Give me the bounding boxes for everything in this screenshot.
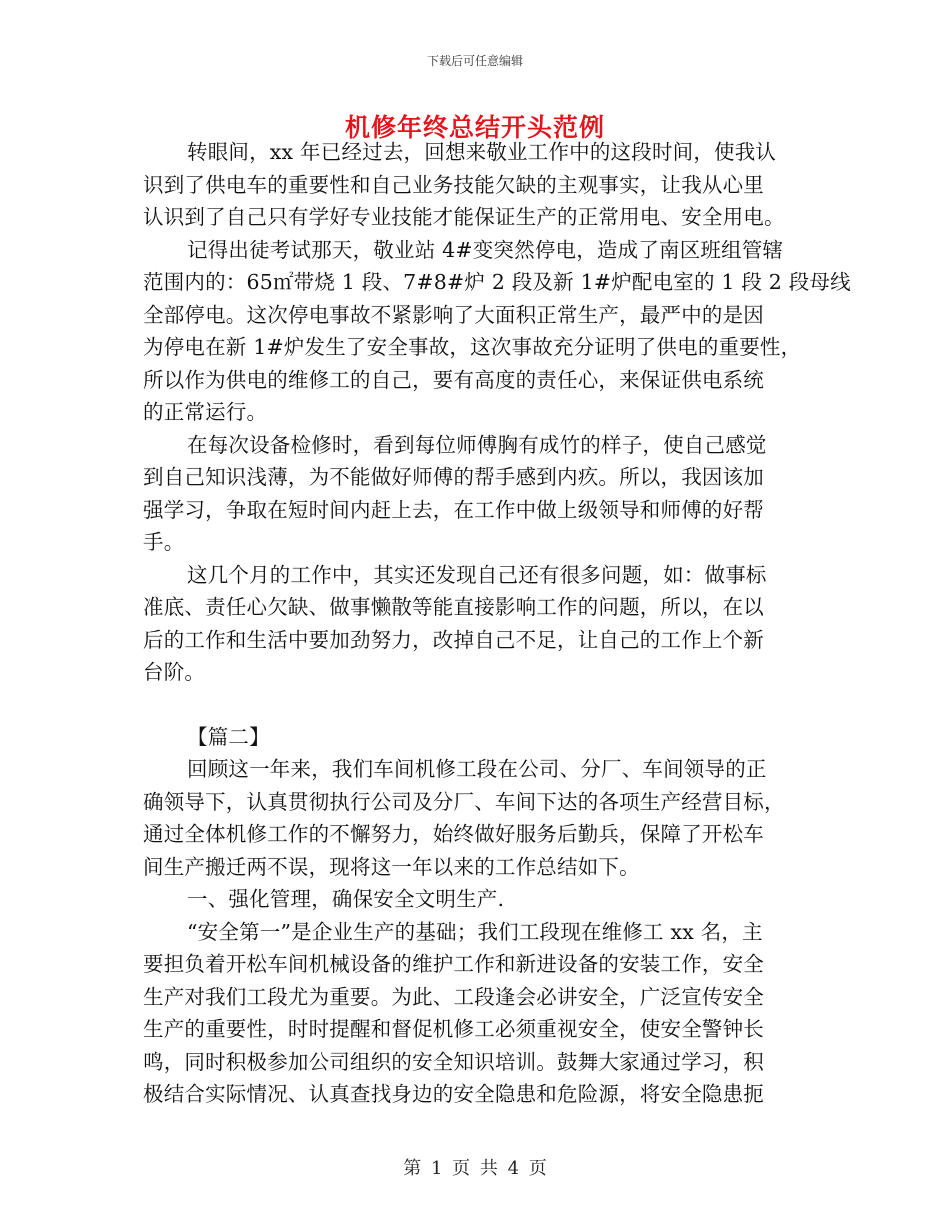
text-line: 要担负着开松车间机械设备的维护工作和新进设备的安装工作，安全 bbox=[143, 952, 764, 976]
text-line: 通过全体机修工作的不懈努力，始终做好服务后勤兵，保障了开松车 bbox=[143, 822, 764, 846]
text-line: 全部停电。这次停电事故不紧影响了大面积正常生产，最严中的是因 bbox=[143, 302, 764, 327]
text-line: 在每次设备检修时，看到每位师傅胸有成竹的样子，使自己感觉 bbox=[187, 432, 767, 457]
text-line: 鸣，同时积极参加公司组织的安全知识培训。鼓舞大家通过学习，积 bbox=[143, 1049, 764, 1074]
text-line: 范围内的：65㎡带烧 1 段、7#8#炉 2 段及新 1#炉配电室的 1 段 2 段母线 bbox=[143, 270, 851, 294]
page-header-note: 下载后可任意编辑 bbox=[426, 54, 523, 68]
paragraph-gap bbox=[143, 689, 813, 721]
document-title: 机修年终总结开头范例 bbox=[344, 113, 605, 142]
text-line: 回顾这一年来，我们车间机修工段在公司、分厂、车间领导的正 bbox=[187, 757, 767, 781]
text-line: 为停电在新 1#炉发生了安全事故，这次事故充分证明了供电的重要性， bbox=[143, 335, 802, 359]
text-line: 这几个月的工作中，其实还发现自己还有很多问题，如：做事标 bbox=[187, 562, 767, 587]
text-line: 所以作为供电的维修工的自己，要有高度的责任心，来保证供电系统 bbox=[143, 367, 764, 392]
text-line: 的正常运行。 bbox=[143, 400, 268, 424]
document-body bbox=[143, 136, 851, 1111]
text-line: “安全第一”是企业生产的基础；我们工段现在维修工 xx 名，主 bbox=[187, 919, 763, 944]
text-line: 转眼间，xx 年已经过去，回想来敬业工作中的这段时间，使我认 bbox=[187, 140, 777, 164]
text-line: 准底、责任心欠缺、做事懒散等能直接影响工作的问题，所以，在以 bbox=[143, 595, 764, 619]
text-line: 强学习，争取在短时间内赶上去，在工作中做上级领导和师傅的好帮 bbox=[143, 497, 764, 522]
page-footer: 第 1 页 共 4 页 bbox=[403, 1158, 547, 1179]
text-line: 到自己知识浅薄，为不能做好师傅的帮手感到内疚。所以，我因该加 bbox=[143, 465, 764, 489]
text-line: 识到了供电车的重要性和自己业务技能欠缺的主观事实，让我从心里 bbox=[143, 172, 764, 197]
text-line: 一、强化管理，确保安全文明生产. bbox=[187, 887, 505, 911]
text-line: 极结合实际情况、认真查找身边的安全隐患和危险源，将安全隐患扼 bbox=[143, 1082, 764, 1106]
text-line: 生产对我们工段尤为重要。为此、工段逢会必讲安全，广泛宣传安全 bbox=[143, 984, 764, 1009]
text-line: 间生产搬迁两不误，现将这一年以来的工作总结如下。 bbox=[143, 854, 640, 879]
text-line: 确领导下，认真贯彻执行公司及分厂、车间下达的各项生产经营目标， bbox=[143, 789, 785, 814]
text-line: 后的工作和生活中要加劲努力，改掉自己不足，让自己的工作上个新 bbox=[143, 627, 764, 652]
text-line: 手。 bbox=[143, 530, 185, 554]
text-line: 认识到了自己只有学好专业技能才能保证生产的正常用电、安全用电。 bbox=[143, 205, 785, 229]
text-line: 生产的重要性，时时提醒和督促机修工必须重视安全，使安全警钟长 bbox=[143, 1017, 764, 1041]
text-line: 记得出徒考试那天，敬业站 4#变突然停电，造成了南区班组管辖 bbox=[187, 237, 784, 262]
text-line: 台阶。 bbox=[143, 660, 206, 684]
text-line: 【篇二】 bbox=[187, 724, 270, 749]
